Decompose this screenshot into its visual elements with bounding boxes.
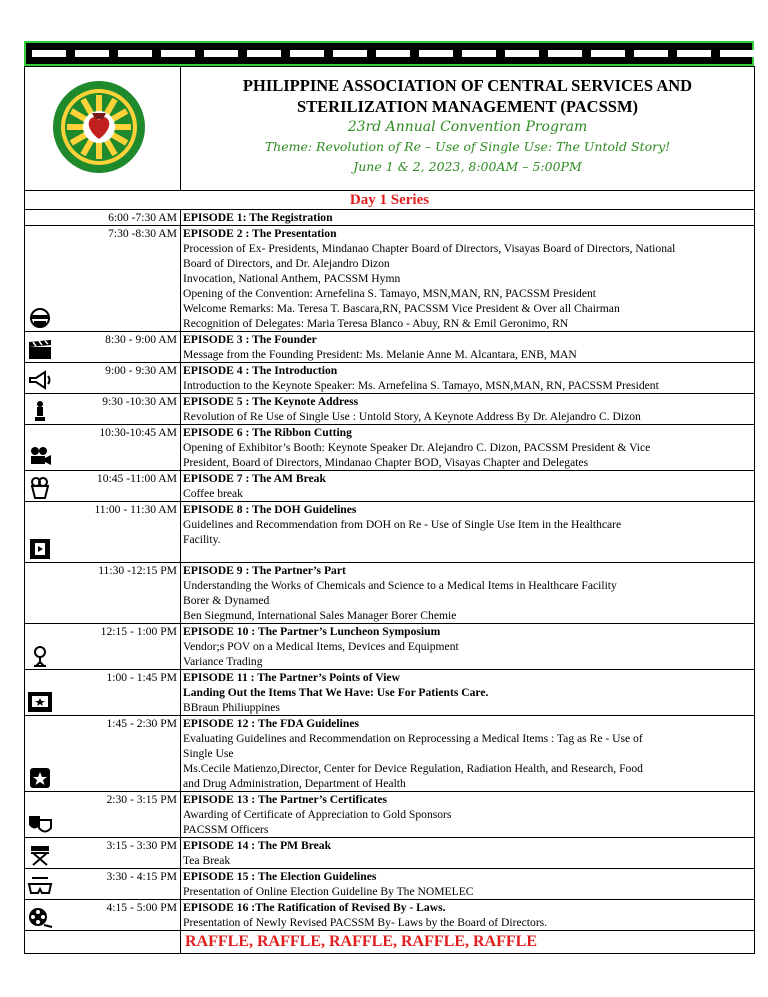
org-name-line1: PHILIPPINE ASSOCIATION OF CENTRAL SERVICES AND bbox=[242, 76, 693, 95]
episode-time-text: 3:15 - 3:30 PM bbox=[106, 839, 177, 852]
episode-time bbox=[25, 226, 181, 332]
film-hole bbox=[75, 50, 109, 57]
episode-row bbox=[25, 226, 755, 332]
episode-line: Introduction to the Keynote Speaker: Ms. Arnefelina S. Tamayo, MSN,MAN, RN, PACSSM President bbox=[183, 379, 659, 392]
3d-glasses-icon bbox=[27, 875, 53, 897]
episode-time bbox=[25, 394, 181, 425]
episode-line: Presentation of Online Election Guideline By The NOMELEC bbox=[183, 885, 474, 898]
clapperboard-icon bbox=[27, 338, 53, 360]
movie-camera-icon bbox=[27, 446, 53, 468]
episode-title: EPISODE 11 : The Partner’s Points of View bbox=[183, 671, 400, 684]
film-hole bbox=[32, 50, 66, 57]
star-badge-icon bbox=[27, 767, 53, 789]
episode-line: Opening of Exhibitor’s Booth: Keynote Speaker Dr. Alejandro C. Dizon, PACSSM President & Vice bbox=[183, 441, 651, 454]
episode-details bbox=[181, 900, 755, 931]
episode-row bbox=[25, 869, 755, 900]
film-hole bbox=[161, 50, 195, 57]
episode-line bbox=[183, 547, 752, 562]
episode-row bbox=[25, 563, 755, 624]
episode-time-text: 6:00 -7:30 AM bbox=[108, 211, 177, 224]
film-hole bbox=[634, 50, 668, 57]
episode-time bbox=[25, 716, 181, 792]
film-hole bbox=[462, 50, 496, 57]
episode-time bbox=[25, 363, 181, 394]
episode-row bbox=[25, 670, 755, 716]
episode-time bbox=[25, 332, 181, 363]
episode-title: EPISODE 6 : The Ribbon Cutting bbox=[183, 426, 352, 439]
episode-line: Board of Directors, and Dr. Alejandro Dizon bbox=[183, 257, 390, 270]
episode-details bbox=[181, 624, 755, 670]
episode-line: and Drug Administration, Department of Health bbox=[183, 777, 406, 790]
episode-line: Ms.Cecile Matienzo,Director, Center for Device Regulation, Radiation Health, and Research, Food bbox=[183, 762, 643, 775]
episode-row bbox=[25, 210, 755, 226]
episode-title: EPISODE 1: The Registration bbox=[183, 211, 333, 224]
film-hole bbox=[505, 50, 539, 57]
episode-time-text: 9:30 -10:30 AM bbox=[102, 395, 177, 408]
episode-line: Revolution of Re Use of Single Use : Untold Story, A Keynote Address By Dr. Alejandro C. Dizon bbox=[183, 410, 641, 423]
episode-time bbox=[25, 210, 181, 226]
episode-line: Landing Out the Items That We Have: Use For Patients Care. bbox=[183, 686, 489, 699]
episode-line: Ben Siegmund, International Sales Manager Borer Chemie bbox=[183, 609, 457, 622]
episode-line: Single Use bbox=[183, 747, 234, 760]
episode-line: Recognition of Delegates: Maria Teresa Blanco - Abuy, RN & Emil Geronimo, RN bbox=[183, 317, 569, 330]
convention-title: 23rd Annual Convention Program bbox=[347, 119, 588, 135]
episode-time-text: 7:30 -8:30 AM bbox=[108, 227, 177, 240]
episode-details bbox=[181, 502, 755, 563]
episode-time-text: 11:30 -12:15 PM bbox=[98, 564, 177, 577]
episode-title: EPISODE 13 : The Partner’s Certificates bbox=[183, 793, 388, 806]
film-hole bbox=[591, 50, 625, 57]
spotlight-icon bbox=[27, 645, 53, 667]
episode-details bbox=[181, 716, 755, 792]
award-statue-icon bbox=[27, 400, 53, 422]
film-hole bbox=[419, 50, 453, 57]
episode-details bbox=[181, 394, 755, 425]
theater-stage-icon bbox=[27, 691, 53, 713]
film-hole bbox=[376, 50, 410, 57]
episode-details bbox=[181, 363, 755, 394]
bandit-mask-icon bbox=[27, 307, 53, 329]
episode-details bbox=[181, 226, 755, 332]
episode-time-text: 10:30-10:45 AM bbox=[99, 426, 177, 439]
episode-line: Invocation, National Anthem, PACSSM Hymn bbox=[183, 272, 401, 285]
episode-line: Tea Break bbox=[183, 854, 231, 867]
film-hole bbox=[720, 50, 754, 57]
episode-time-text: 9:00 - 9:30 AM bbox=[105, 364, 177, 377]
header-row bbox=[25, 67, 755, 191]
episode-time-text: 11:00 - 11:30 AM bbox=[94, 503, 177, 516]
day-title-row bbox=[25, 191, 755, 210]
film-hole bbox=[204, 50, 238, 57]
episode-time bbox=[25, 900, 181, 931]
episode-row bbox=[25, 716, 755, 792]
film-strip-banner bbox=[24, 41, 754, 66]
episode-time bbox=[25, 563, 181, 624]
episode-row bbox=[25, 502, 755, 563]
episode-details bbox=[181, 792, 755, 838]
episode-title: EPISODE 7 : The AM Break bbox=[183, 472, 326, 485]
episode-time bbox=[25, 471, 181, 502]
episode-details bbox=[181, 332, 755, 363]
episode-title: EPISODE 2 : The Presentation bbox=[183, 227, 337, 240]
org-name-line2: STERILIZATION MANAGEMENT (PACSSM) bbox=[296, 97, 639, 116]
episode-details bbox=[181, 563, 755, 624]
episode-time bbox=[25, 502, 181, 563]
episode-time-text: 8:30 - 9:00 AM bbox=[105, 333, 177, 346]
episode-title: EPISODE 16 :The Ratification of Revised By - Laws. bbox=[183, 901, 446, 914]
episode-title: EPISODE 4 : The Introduction bbox=[183, 364, 338, 377]
episode-row bbox=[25, 900, 755, 931]
episode-line: Procession of Ex- Presidents, Mindanao Chapter Board of Directors, Visayas Board of Directors, National bbox=[183, 242, 676, 255]
episode-row bbox=[25, 792, 755, 838]
episode-line: President, Board of Directors, Mindanao Chapter BOD, Visayas Chapter and Delegates bbox=[183, 456, 589, 469]
theme: Theme: Revolution of Re – Use of Single Use: The Untold Story! bbox=[264, 139, 671, 154]
title-cell bbox=[181, 67, 755, 191]
episode-row bbox=[25, 471, 755, 502]
episode-line: Awarding of Certificate of Appreciation to Gold Sponsors bbox=[183, 808, 452, 821]
episode-time-text: 3:30 - 4:15 PM bbox=[106, 870, 177, 883]
raffle-empty-cell bbox=[25, 931, 181, 954]
episode-row bbox=[25, 332, 755, 363]
theater-masks-icon bbox=[27, 813, 53, 835]
episode-title: EPISODE 15 : The Election Guidelines bbox=[183, 870, 377, 883]
episode-row bbox=[25, 838, 755, 869]
episode-time bbox=[25, 838, 181, 869]
episode-line: Variance Trading bbox=[183, 655, 263, 668]
film-strip-icon bbox=[27, 538, 53, 560]
episode-line: Borer & Dynamed bbox=[183, 594, 270, 607]
film-hole bbox=[247, 50, 281, 57]
episode-line: Vendor;s POV on a Medical Items, Devices and Equipment bbox=[183, 640, 459, 653]
episode-details bbox=[181, 471, 755, 502]
episode-time-text: 1:00 - 1:45 PM bbox=[106, 671, 177, 684]
popcorn-icon bbox=[27, 477, 53, 499]
episode-title: EPISODE 5 : The Keynote Address bbox=[183, 395, 359, 408]
episode-title: EPISODE 10 : The Partner’s Luncheon Symposium bbox=[183, 625, 441, 638]
megaphone-icon bbox=[27, 369, 53, 391]
episode-line: PACSSM Officers bbox=[183, 823, 269, 836]
episode-line: Understanding the Works of Chemicals and Science to a Medical Items in Healthcare Facility bbox=[183, 579, 617, 592]
episode-time-text: 4:15 - 5:00 PM bbox=[106, 901, 177, 914]
event-dates: June 1 & 2, 2023, 8:00AM – 5:00PM bbox=[353, 159, 582, 174]
directors-chair-icon bbox=[27, 844, 53, 866]
episode-time-text: 1:45 - 2:30 PM bbox=[106, 717, 177, 730]
episode-time bbox=[25, 869, 181, 900]
film-reel-icon bbox=[27, 906, 53, 928]
episode-row bbox=[25, 624, 755, 670]
episode-time bbox=[25, 425, 181, 471]
episode-details bbox=[181, 838, 755, 869]
episode-line: Coffee break bbox=[183, 487, 243, 500]
episode-title: EPISODE 14 : The PM Break bbox=[183, 839, 332, 852]
episode-line: Presentation of Newly Revised PACSSM By- Laws by the Board of Directors. bbox=[183, 916, 548, 929]
episode-time-text: 2:30 - 3:15 PM bbox=[106, 793, 177, 806]
episode-row bbox=[25, 394, 755, 425]
episode-time bbox=[25, 670, 181, 716]
episode-line: BBraun Philiuppines bbox=[183, 701, 280, 714]
episode-line: Evaluating Guidelines and Recommendation on Reprocessing a Medical Items : Tag as Re - Use of bbox=[183, 732, 643, 745]
film-hole bbox=[333, 50, 367, 57]
film-hole bbox=[118, 50, 152, 57]
film-hole bbox=[677, 50, 711, 57]
raffle-row bbox=[25, 931, 755, 954]
episode-time bbox=[25, 624, 181, 670]
logo-cell bbox=[25, 67, 181, 191]
program-table bbox=[24, 66, 755, 954]
episode-details bbox=[181, 210, 755, 226]
day-title: Day 1 Series bbox=[25, 191, 755, 210]
episode-details bbox=[181, 670, 755, 716]
episode-time bbox=[25, 792, 181, 838]
episode-title: EPISODE 8 : The DOH Guidelines bbox=[183, 503, 357, 516]
episode-line: Welcome Remarks: Ma. Teresa T. Bascara,RN, PACSSM Vice President & Over all Chairman bbox=[183, 302, 620, 315]
film-hole bbox=[548, 50, 582, 57]
episode-line: Guidelines and Recommendation from DOH on Re - Use of Single Use Item in the Healthcare bbox=[183, 518, 622, 531]
episode-line: Opening of the Convention: Arnefelina S. Tamayo, MSN,MAN, RN, PACSSM President bbox=[183, 287, 597, 300]
episode-time-text: 10:45 -11:00 AM bbox=[96, 472, 177, 485]
episode-title: EPISODE 3 : The Founder bbox=[183, 333, 317, 346]
film-hole bbox=[290, 50, 324, 57]
episode-row bbox=[25, 363, 755, 394]
episode-details bbox=[181, 425, 755, 471]
episode-line: Facility. bbox=[183, 533, 221, 546]
raffle-text: RAFFLE, RAFFLE, RAFFLE, RAFFLE, RAFFLE bbox=[181, 931, 755, 954]
episode-title: EPISODE 9 : The Partner’s Part bbox=[183, 564, 346, 577]
episode-details bbox=[181, 869, 755, 900]
episode-line: Message from the Founding President: Ms. Melanie Anne M. Alcantara, ENB, MAN bbox=[183, 348, 577, 361]
episode-time-text: 12:15 - 1:00 PM bbox=[100, 625, 177, 638]
episode-title: EPISODE 12 : The FDA Guidelines bbox=[183, 717, 359, 730]
episode-row bbox=[25, 425, 755, 471]
pacssm-logo bbox=[51, 79, 147, 175]
